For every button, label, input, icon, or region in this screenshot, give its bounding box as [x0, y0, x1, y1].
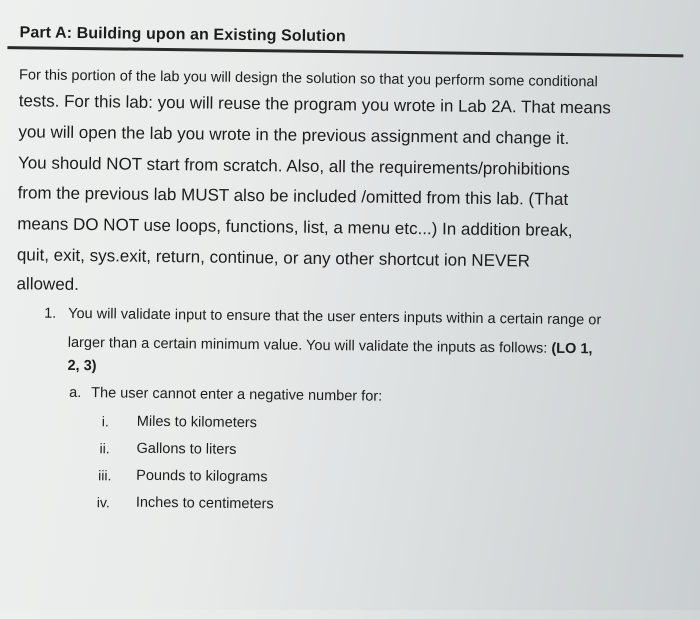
learning-outcome-ref-cont: 2, 3): [67, 357, 97, 375]
sub-list-letter: a.: [69, 384, 82, 402]
roman-item-text: Pounds to kilograms: [136, 467, 268, 486]
section-heading: Part A: Building upon an Existing Solution: [19, 24, 346, 46]
item-1-line-2: [68, 335, 593, 357]
paragraph-line: allowed.: [16, 274, 80, 294]
list-number: 1.: [44, 305, 57, 322]
paragraph-line: quit, exit, sys.exit, return, continue, or any other shortcut ion NEVER: [16, 245, 531, 271]
roman-numeral: iv.: [96, 494, 110, 511]
paragraph-line: you will open the lab you wrote in the previous assignment and change it.: [18, 122, 570, 148]
paragraph-line: means DO NOT use loops, functions, list, a menu etc...) In addition break,: [17, 214, 573, 241]
roman-item-text: Inches to centimeters: [135, 494, 274, 513]
item-1-line-2-text: larger than a certain minimum value. You will validate the inputs as follows:: [67, 334, 548, 357]
roman-item-text: Miles to kilometers: [136, 413, 258, 432]
roman-numeral: ii.: [99, 440, 110, 457]
item-1-line-1: You will validate input to ensure that the user enters inputs within a certain range or: [68, 305, 602, 329]
roman-numeral: i.: [101, 413, 109, 430]
learning-outcome-ref: (LO 1,: [551, 340, 593, 358]
sub-list-text: The user cannot enter a negative number for:: [91, 385, 383, 405]
paragraph-line: tests. For this lab: you will reuse the program you wrote in Lab 2A. That means: [18, 91, 611, 118]
paragraph-line: You should NOT start from scratch. Also, all the requirements/prohibitions: [17, 153, 570, 179]
roman-numeral: iii.: [98, 467, 112, 484]
paragraph-line: from the previous lab MUST also be included /omitted from this lab. (That: [17, 183, 569, 209]
heading-underline: [7, 46, 683, 57]
paragraph-line: For this portion of the lab you will design the solution so that you perform some conditional: [18, 67, 598, 91]
roman-item-text: Gallons to liters: [136, 440, 237, 458]
